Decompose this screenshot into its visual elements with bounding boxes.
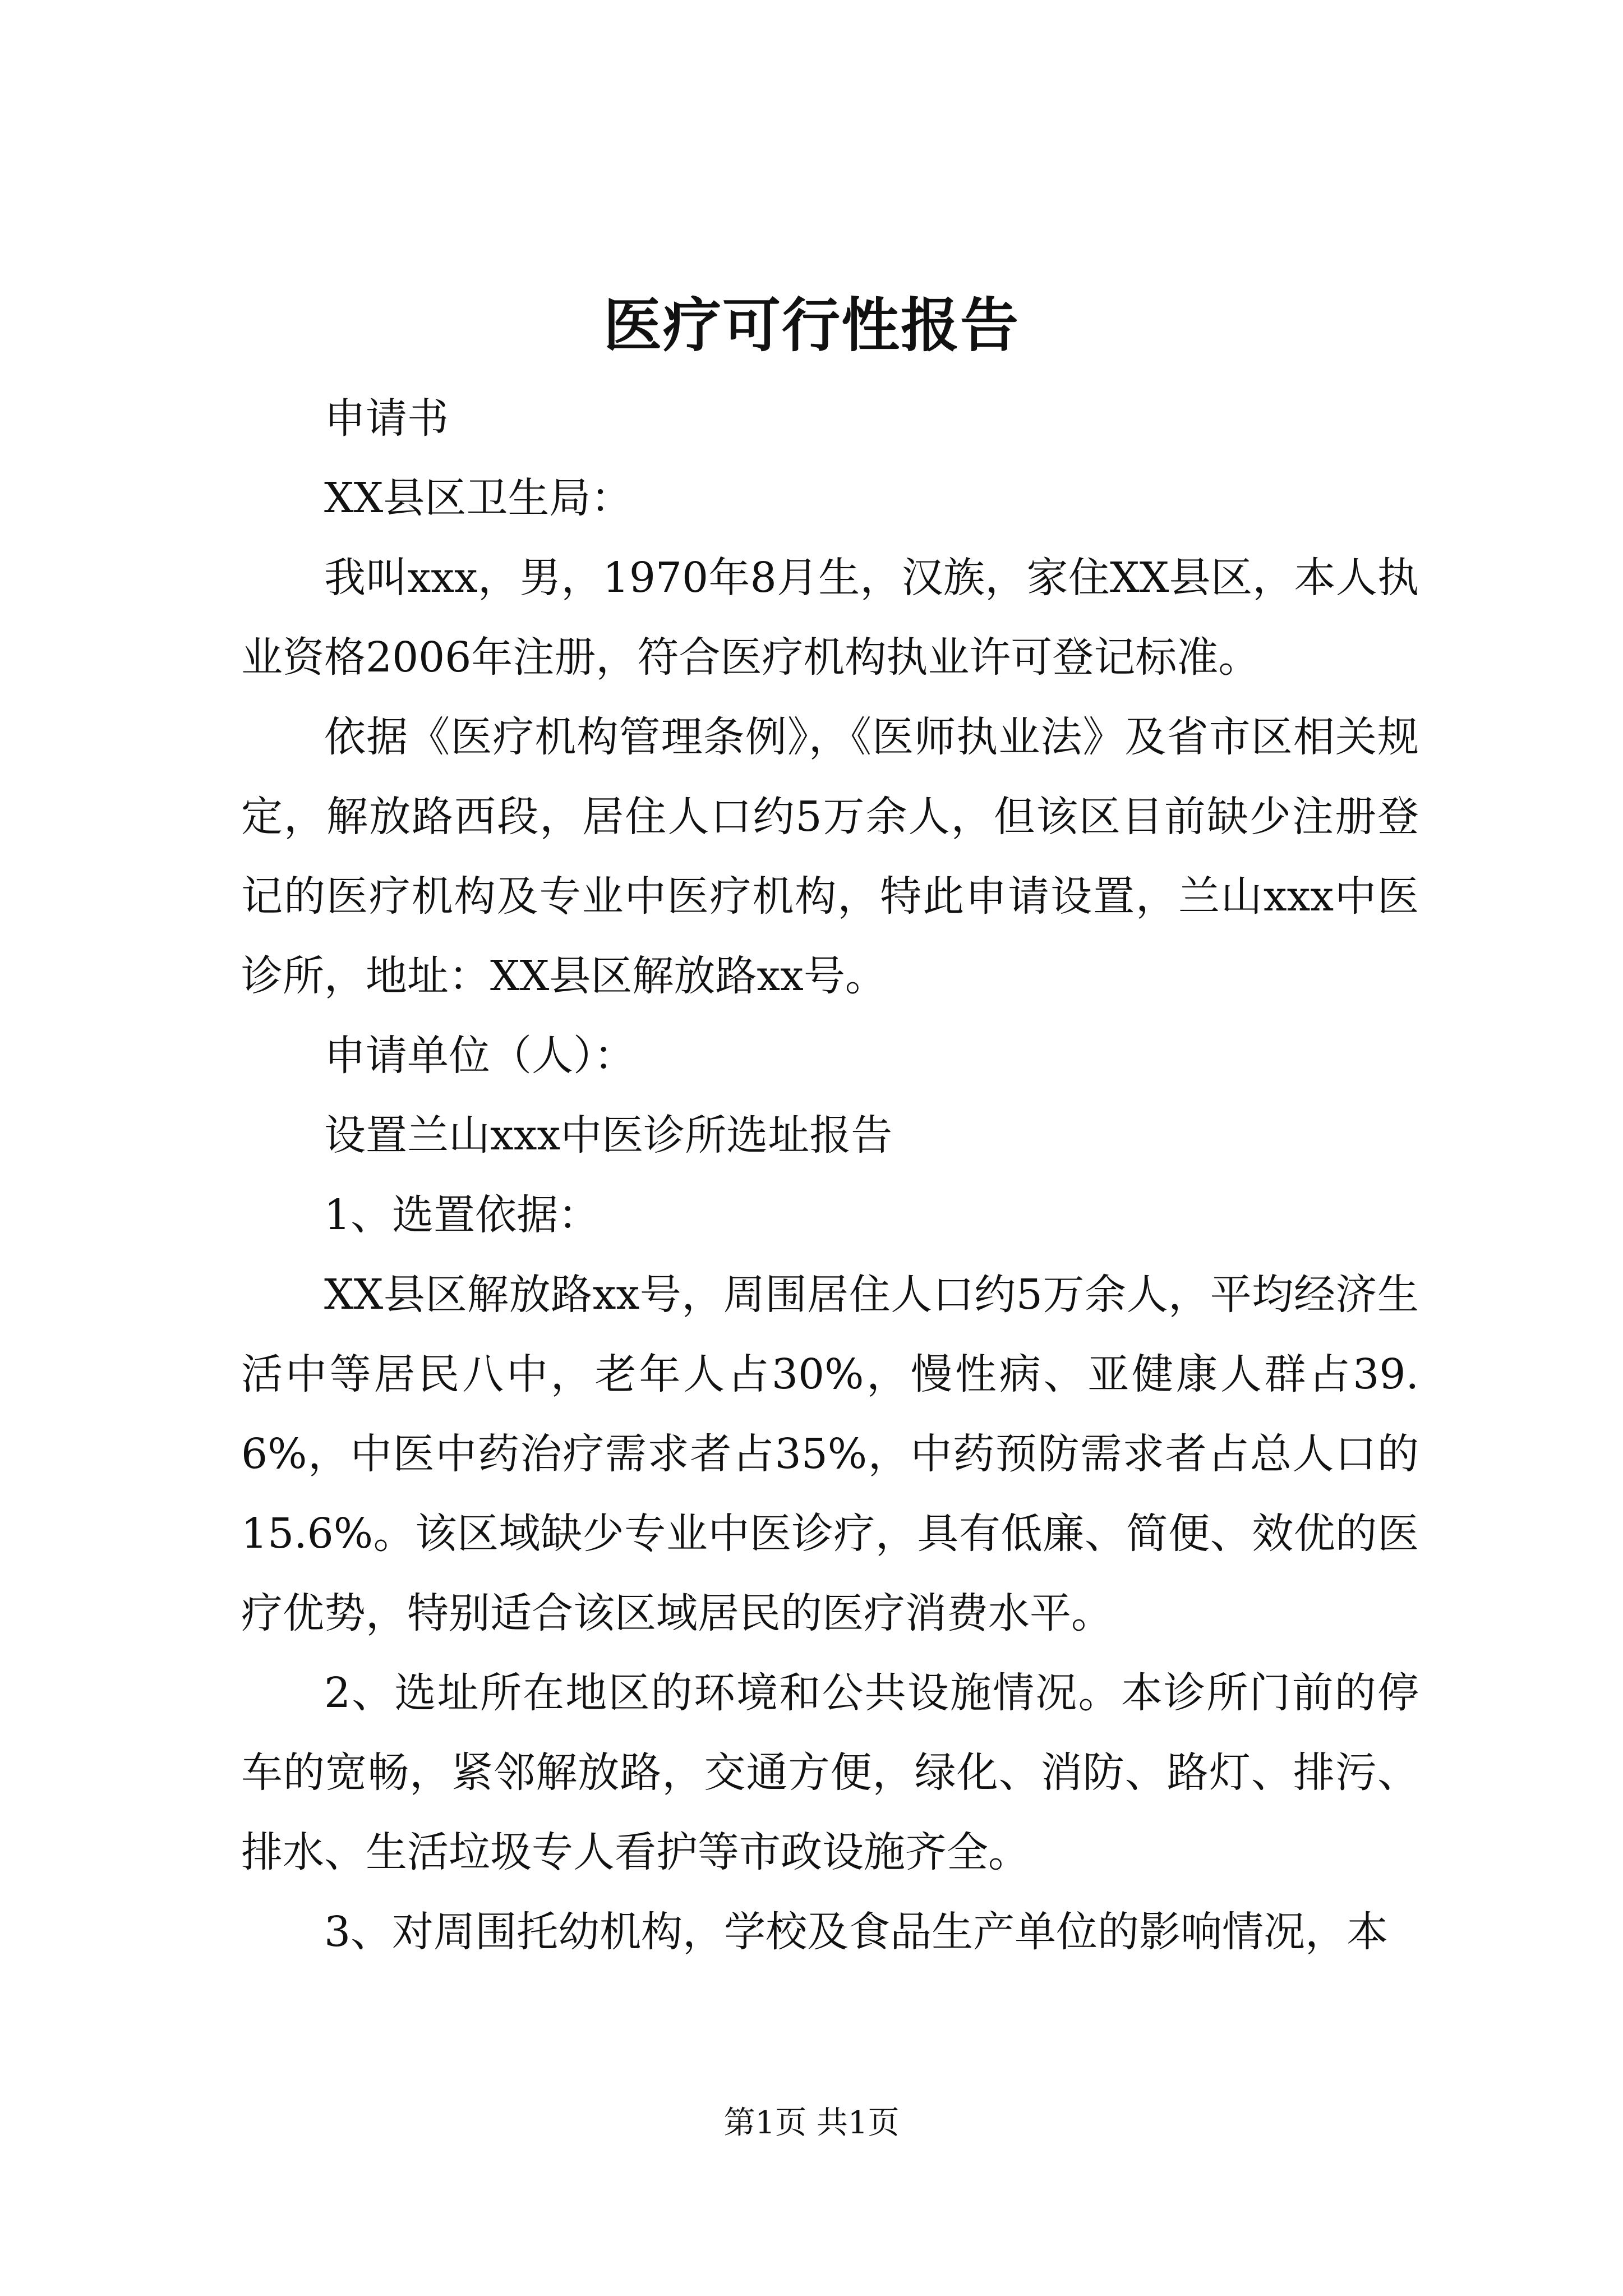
paragraph-basis: 依据《医疗机构管理条例》，《医师执业法》及省市区相关规定，解放路西段，居住人口约5万余人，但该区目前缺少注册登记的医疗机构及专业中医疗机构，特此申请设置，兰山xxx中医诊所，地址：XX县区解放路xx号。 <box>241 713 1419 1000</box>
paragraph-addressee: XX县区卫生局： <box>324 474 633 522</box>
paragraph-section-1-heading: 1、选置依据： <box>324 1191 600 1239</box>
paragraph-site-report-title: 设置兰山xxx中医诊所选址报告 <box>324 1111 893 1159</box>
document-title: 医疗可行性报告 <box>603 291 1020 360</box>
paragraph-heading: 申请书 <box>324 394 449 443</box>
paragraph-section-3: 3、对周围托幼机构，学校及食品生产单位的影响情况，本 <box>324 1908 1389 1956</box>
paragraph-section-2: 2、选址所在地区的环境和公共设施情况。本诊所门前的停车的宽畅，紧邻解放路，交通方便，绿化、消防、路灯、排污、排水、生活垃圾专人看护等市政设施齐全。 <box>241 1669 1419 1876</box>
document-body <box>241 379 1419 1972</box>
paragraph-applicant-unit: 申请单位（人）： <box>324 1032 635 1080</box>
paragraph-applicant-info: 我叫xxx，男，1970年8月生，汉族，家住XX县区，本人执业资格2006年注册，符合医疗机构执业许可登记标准。 <box>241 554 1419 682</box>
page-footer: 第1页 共1页 <box>723 2105 900 2141</box>
paragraph-section-1-body: XX县区解放路xx号，周围居住人口约5万余人，平均经济生活中等居民八中，老年人占30%，慢性病、亚健康人群占39.6%，中医中药治疗需求者占35%，中药预防需求者占总人口的15.6%。该区域缺少专业中医诊疗，具有低廉、简便、效优的医疗优势，特别适合该区域居民的医疗消费水平。 <box>241 1271 1419 1637</box>
